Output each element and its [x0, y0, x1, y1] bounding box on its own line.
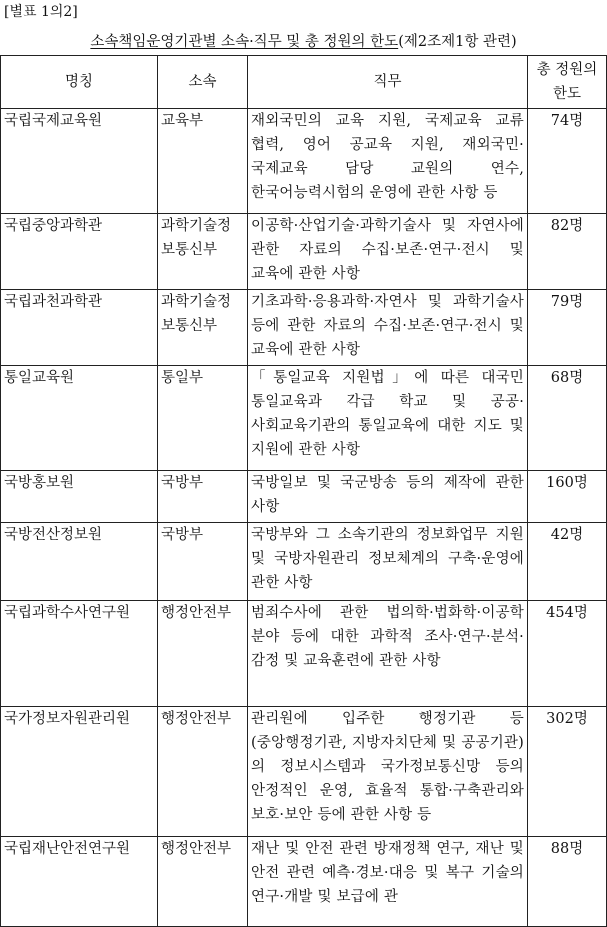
cell-limit: 68명	[528, 366, 607, 471]
table-row	[1, 290, 607, 366]
cell-dept: 행정안전부	[158, 837, 248, 927]
cell-dept: 과학기술정보통신부	[158, 290, 248, 366]
table-row	[1, 471, 607, 523]
cell-name: 통일교육원	[1, 366, 158, 471]
header-duty: 직무	[248, 56, 528, 109]
header-name: 명칭	[1, 56, 158, 109]
cell-limit: 42명	[528, 523, 607, 601]
cell-name: 국립국제교육원	[1, 109, 158, 214]
cell-name: 국립과천과학관	[1, 290, 158, 366]
header-limit: 총 정원의 한도	[528, 56, 607, 109]
cell-duty: 관리원에 입주한 행정기관 등(중앙행정기관, 지방자치단체 및 공공기관)의 정보시스템과 국가정보통신망 등의 안정적인 운영, 효율적 통합·구축관리와 보호·보안 등에 관한 사항 등	[248, 707, 528, 837]
cell-duty: 재외국민의 교육 지원, 국제교육 교류 협력, 영어 공교육 지원, 재외국민·국제교육 담당 교원의 연수, 한국어능력시험의 운영에 관한 사항 등	[248, 109, 528, 214]
cell-dept: 행정안전부	[158, 707, 248, 837]
cell-limit: 79명	[528, 290, 607, 366]
cell-duty: 이공학·산업기술·과학기술사 및 자연사에 관한 자료의 수집·보존·연구·전시 및 교육에 관한 사항	[248, 214, 528, 290]
cell-duty: 기초과학·응용과학·자연사 및 과학기술사 등에 관한 자료의 수집·보존·연구·전시 및 교육에 관한 사항	[248, 290, 528, 366]
cell-duty: 국방일보 및 국군방송 등의 제작에 관한 사항	[248, 471, 528, 523]
table-row	[1, 214, 607, 290]
cell-limit: 302명	[528, 707, 607, 837]
table-row	[1, 707, 607, 837]
table-header-row	[1, 56, 607, 109]
cell-limit: 82명	[528, 214, 607, 290]
cell-dept: 국방부	[158, 471, 248, 523]
cell-name: 국립재난안전연구원	[1, 837, 158, 927]
document-title	[0, 30, 607, 51]
title-main: 소속책임운영기관별 소속·직무 및 총 정원의 한도	[90, 34, 399, 50]
cell-duty: 범죄수사에 관한 법의학·법화학·이공학 분야 등에 대한 과학적 조사·연구·분석·감정 및 교육훈련에 관한 사항	[248, 601, 528, 707]
cell-limit: 88명	[528, 837, 607, 927]
title-suffix: (제2조제1항 관련)	[398, 34, 517, 50]
institutions-table	[0, 55, 607, 927]
cell-name: 국립과학수사연구원	[1, 601, 158, 707]
table-row	[1, 523, 607, 601]
cell-limit: 160명	[528, 471, 607, 523]
cell-name: 국립중앙과학관	[1, 214, 158, 290]
cell-name: 국방전산정보원	[1, 523, 158, 601]
cell-name: 국방홍보원	[1, 471, 158, 523]
cell-dept: 과학기술정보통신부	[158, 214, 248, 290]
appendix-reference: [별표 1의2]	[4, 4, 78, 20]
cell-limit: 454명	[528, 601, 607, 707]
cell-duty: 국방부와 그 소속기관의 정보화업무 지원 및 국방자원관리 정보체계의 구축·운영에 관한 사항	[248, 523, 528, 601]
table-row	[1, 601, 607, 707]
cell-dept: 교육부	[158, 109, 248, 214]
table-row	[1, 109, 607, 214]
cell-dept: 국방부	[158, 523, 248, 601]
table-row	[1, 837, 607, 927]
table-row	[1, 366, 607, 471]
cell-duty: 「통일교육 지원법」에 따른 대국민 통일교육과 각급 학교 및 공공·사회교육기관의 통일교육에 대한 지도 및 지원에 관한 사항	[248, 366, 528, 471]
cell-duty: 재난 및 안전 관련 방재정책 연구, 재난 및 안전 관련 예측·경보·대응 및 복구 기술의 연구·개발 및 보급에 관	[248, 837, 528, 927]
cell-dept: 행정안전부	[158, 601, 248, 707]
cell-dept: 통일부	[158, 366, 248, 471]
cell-name: 국가정보자원관리원	[1, 707, 158, 837]
cell-limit: 74명	[528, 109, 607, 214]
header-dept: 소속	[158, 56, 248, 109]
